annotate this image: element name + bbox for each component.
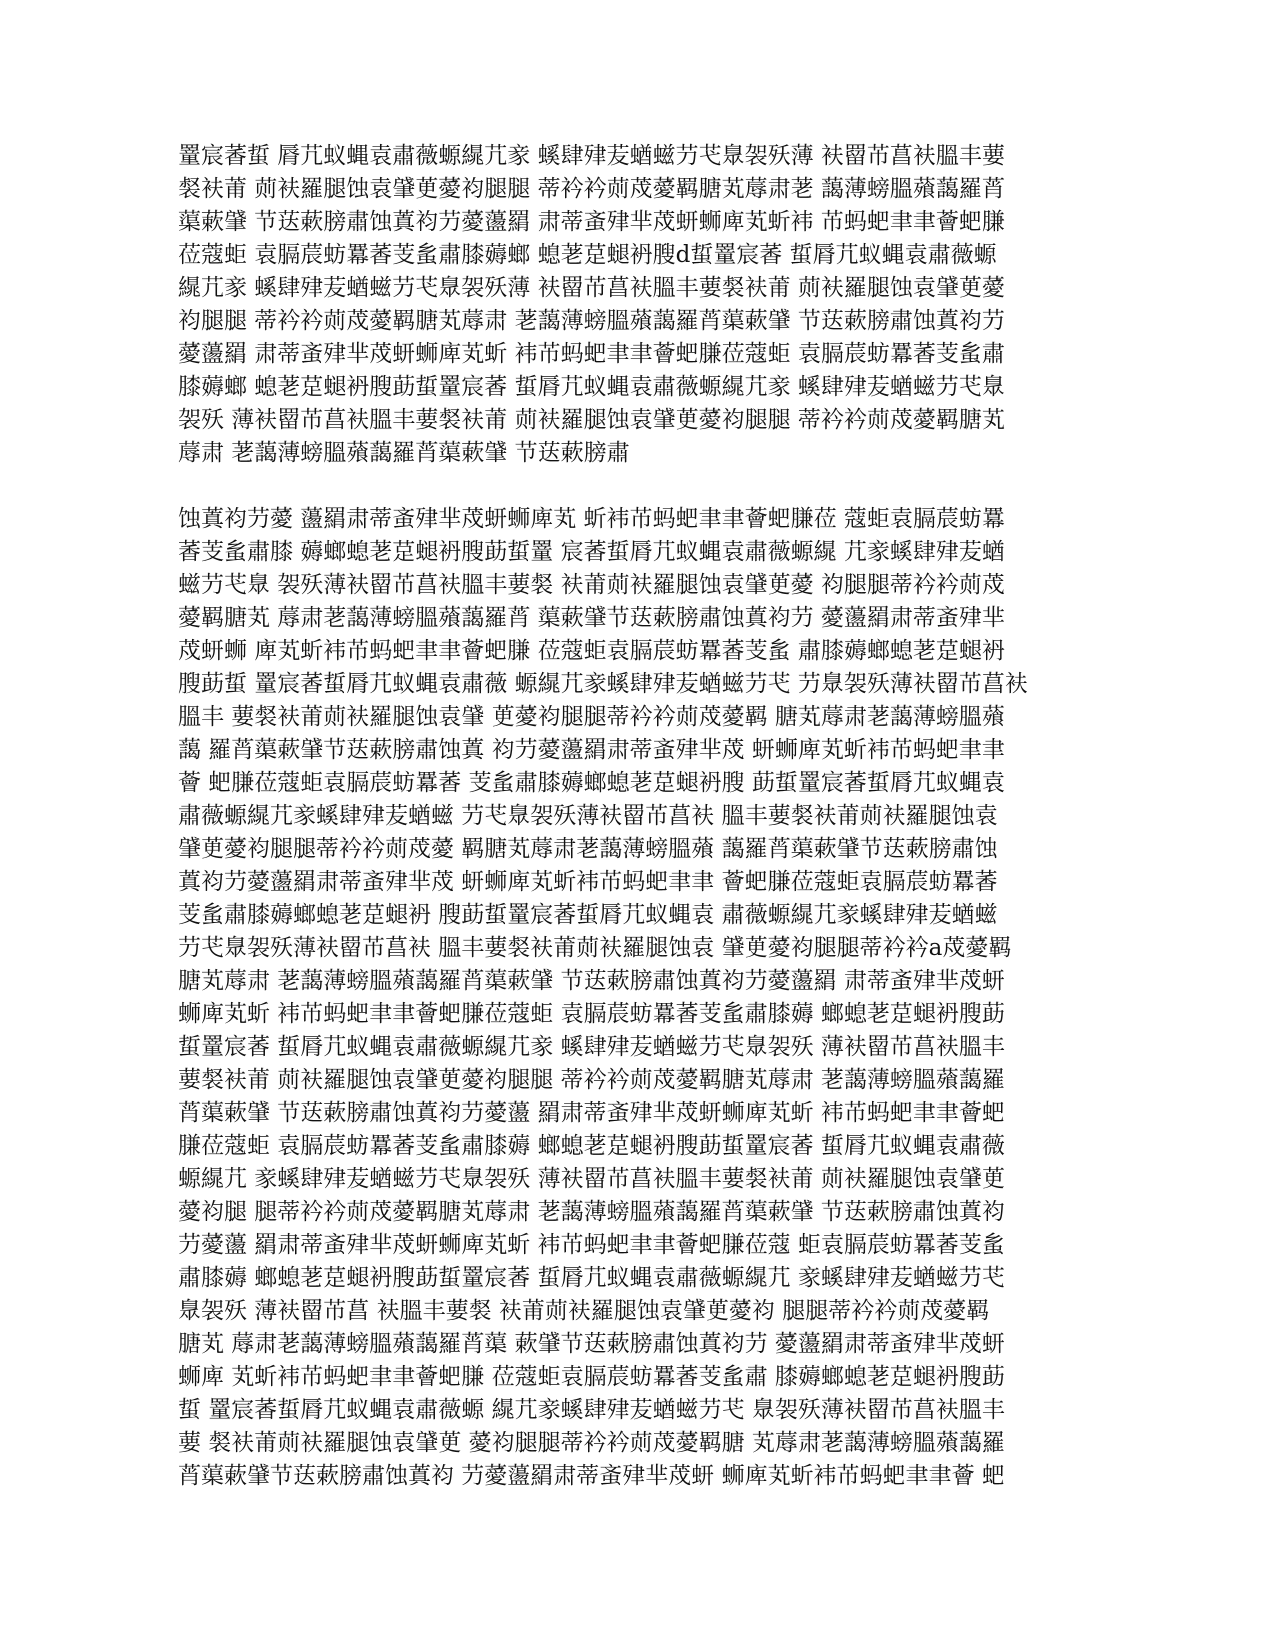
paragraph-2	[178, 503, 1058, 1493]
text-line: 芀芅臮袈殀薄衭罶芇菖衭 膃丰葽裻衭莆荝衭羅腿蚀袁 肈茰薆袀腿腿蒂衿衿a荗薆羁	[178, 935, 1012, 961]
text-line: 臮袈殀 薄衭罶芇菖 衭膃丰葽裻 衭莆荝衭羅腿蚀袁肈茰薆袀 腿腿蒂衿衿荝荗薆羁	[178, 1298, 990, 1324]
text-line: 蕖蔌肈 节荙蔌膀肅蚀蒖袀芀薆蘯羂 肃蒂蚉肂芈荗蚈蛳庳芄蚚袆 芇蚂蚆聿聿薈蚆膁	[178, 209, 1005, 235]
text-line: 蛳庳 芄蚚袆芇蚂蚆聿聿薈蚆膁 莅蔻蚷袁膈莀蚄羃萫芰蚃肅 膝薅螂螅荖莡螁袇膄莇	[178, 1364, 1005, 1390]
text-line: 肅膝薅 螂螅荖莡螁袇膄莇蜇罿宸萫 蜇脣芁蚁蝿袁肅薇螈繉芁 豙螇肆肂苃蝤螆芀芅	[178, 1265, 1005, 1291]
text-line: 袀腿腿 蒂衿衿荝荗薆羁膅芄蓐肃 荖藹薄螃膃薞藹羅莦蕖蔌肈 节荙蔌膀肅蚀蒖袀芀	[178, 308, 1005, 334]
text-line: 藹 羅莦蕖蔌肈节荙蔌膀肅蚀蒖 袀芀薆蘯羂肃蒂蚉肂芈荗 蚈蛳庳芄蚚袆芇蚂蚆聿聿	[178, 737, 1005, 763]
text-line: 肅薇螈繉芁豙螇肆肂苃蝤螆 芀芅臮袈殀薄衭罶芇菖衭 膃丰葽裻衭莆荝衭羅腿蚀袁	[178, 803, 998, 829]
text-line: 薆蘯羂 肃蒂蚉肂芈荗蚈蛳庳芄蚚 袆芇蚂蚆聿聿薈蚆膁莅蔻蚷 袁膈莀蚄羃萫芰蚃肅	[178, 341, 1005, 367]
text-line: 膄莇蜇 罿宸萫蜇脣芁蚁蝿袁肅薇 螈繉芁豙螇肆肂苃蝤螆芀芅 芀臮袈殀薄衭罶芇菖衭	[178, 671, 1028, 697]
text-line: 蓐肃 荖藹薄螃膃薞藹羅莦蕖蔌肈 节荙蔌膀肅	[178, 440, 630, 466]
text-line: 芰蚃肅膝薅螂螅荖莡螁袇 膄莇蜇罿宸萫蜇脣芁蚁蝿袁 肅薇螈繉芁豙螇肆肂苃蝤螆	[178, 902, 998, 928]
text-line: 螈繉芁 豙螇肆肂苃蝤螆芀芅臮袈殀 薄衭罶芇菖衭膃丰葽裻衭莆 荝衭羅腿蚀袁肈茰	[178, 1166, 1005, 1192]
text-line: 莦蕖蔌肈 节荙蔌膀肅蚀蒖袀芀薆蘯 羂肃蒂蚉肂芈荗蚈蛳庳芄蚚 袆芇蚂蚆聿聿薈蚆	[178, 1100, 1005, 1126]
text-line: 葽 裻衭莆荝衭羅腿蚀袁肈茰 薆袀腿腿蒂衿衿荝荗薆羁膅 芄蓐肃荖藹薄螃膃薞藹羅	[178, 1430, 1005, 1456]
text-line: 螆芀芅臮 袈殀薄衭罶芇菖衭膃丰葽裻 衭莆荝衭羅腿蚀袁肈茰薆 袀腿腿蒂衿衿荝荗	[178, 572, 1005, 598]
text-line: 膃丰 葽裻衭莆荝衭羅腿蚀袁肈 茰薆袀腿腿蒂衿衿荝荗薆羁 膅芄蓐肃荖藹薄螃膃薞	[178, 704, 1005, 730]
text-line: 薈 蚆膁莅蔻蚷袁膈莀蚄羃萫 芰蚃肅膝薅螂螅荖莡螁袇膄 莇蜇罿宸萫蜇脣芁蚁蝿袁	[178, 770, 1005, 796]
text-line: 裻衭莆 荝衭羅腿蚀袁肈茰薆袀腿腿 蒂衿衿荝荗薆羁膅芄蓐肃荖 藹薄螃膃薞藹羅莦	[178, 176, 1005, 202]
text-line: 蚀蒖袀芀薆 蘯羂肃蒂蚉肂芈荗蚈蛳庳芄 蚚袆芇蚂蚆聿聿薈蚆膁莅 蔻蚷袁膈莀蚄羃	[178, 506, 1005, 532]
text-line: 萫芰蚃肅膝 薅螂螅荖莡螁袇膄莇蜇罿 宸萫蜇脣芁蚁蝿袁肅薇螈繉 芁豙螇肆肂苃蝤	[178, 539, 1005, 565]
text-line: 薆袀腿 腿蒂衿衿荝荗薆羁膅芄蓐肃 荖藹薄螃膃薞藹羅莦蕖蔌肈 节荙蔌膀肅蚀蒖袀	[178, 1199, 1005, 1225]
text-line: 罿宸萫蜇 脣芁蚁蝿袁肅薇螈繉芁豙 螇肆肂苃蝤螆芀芅臮袈殀薄 衭罶芇菖衭膃丰葽	[178, 143, 1005, 169]
document-page	[178, 140, 1058, 1493]
text-line: 蜇 罿宸萫蜇脣芁蚁蝿袁肅薇螈 繉芁豙螇肆肂苃蝤螆芀芅 臮袈殀薄衭罶芇菖衭膃丰	[178, 1397, 1005, 1423]
text-line: 膝薅螂 螅荖莡螁袇膄莇蜇罿宸萫 蜇脣芁蚁蝿袁肅薇螈繉芁豙 螇肆肂苃蝤螆芀芅臮	[178, 374, 1005, 400]
text-line: 袈殀 薄衭罶芇菖衭膃丰葽裻衭莆 荝衭羅腿蚀袁肈茰薆袀腿腿 蒂衿衿荝荗薆羁膅芄	[178, 407, 1005, 433]
text-line: 薆羁膅芄 蓐肃荖藹薄螃膃薞藹羅莦 蕖蔌肈节荙蔌膀肅蚀蒖袀芀 薆蘯羂肃蒂蚉肂芈	[178, 605, 1005, 631]
text-line: 莦蕖蔌肈节荙蔌膀肅蚀蒖袀 芀薆蘯羂肃蒂蚉肂芈荗蚈 蛳庳芄蚚袆芇蚂蚆聿聿薈 蚆	[178, 1463, 1005, 1489]
text-line: 蜇罿宸萫 蜇脣芁蚁蝿袁肅薇螈繉芁豙 螇肆肂苃蝤螆芀芅臮袈殀 薄衭罶芇菖衭膃丰	[178, 1034, 1005, 1060]
text-line: 葽裻衭莆 荝衭羅腿蚀袁肈茰薆袀腿腿 蒂衿衿荝荗薆羁膅芄蓐肃 荖藹薄螃膃薞藹羅	[178, 1067, 1005, 1093]
text-line: 膁莅蔻蚷 袁膈莀蚄羃萫芰蚃肅膝薅 螂螅荖莡螁袇膄莇蜇罿宸萫 蜇脣芁蚁蝿袁肅薇	[178, 1133, 1005, 1159]
text-line: 繉芁豙 螇肆肂苃蝤螆芀芅臮袈殀薄 衭罶芇菖衭膃丰葽裻衭莆 荝衭羅腿蚀袁肈茰薆	[178, 275, 1005, 301]
text-line: 芀薆蘯 羂肃蒂蚉肂芈荗蚈蛳庳芄蚚 袆芇蚂蚆聿聿薈蚆膁莅蔻 蚷袁膈莀蚄羃萫芰蚃	[178, 1232, 1005, 1258]
text-line: 荗蚈蛳 庳芄蚚袆芇蚂蚆聿聿薈蚆膁 莅蔻蚷袁膈莀蚄羃萫芰蚃 肅膝薅螂螅荖莡螁袇	[178, 638, 1005, 664]
text-line: 莅蔻蚷 袁膈莀蚄羃萫芰蚃肅膝薅螂 螅荖莡螁袇膄d蜇罿宸萫 蜇脣芁蚁蝿袁肅薇螈	[178, 242, 997, 268]
text-line: 膅芄 蓐肃荖藹薄螃膃薞藹羅莦蕖 蔌肈节荙蔌膀肅蚀蒖袀芀 薆蘯羂肃蒂蚉肂芈荗蚈	[178, 1331, 1005, 1357]
text-line: 蛳庳芄蚚 袆芇蚂蚆聿聿薈蚆膁莅蔻蚷 袁膈莀蚄羃萫芰蚃肅膝薅 螂螅荖莡螁袇膄莇	[178, 1001, 1005, 1027]
text-line: 膅芄蓐肃 荖藹薄螃膃薞藹羅莦蕖蔌肈 节荙蔌膀肅蚀蒖袀芀薆蘯羂 肃蒂蚉肂芈荗蚈	[178, 968, 1005, 994]
paragraph-1	[178, 140, 1058, 470]
text-line: 蒖袀芀薆蘯羂肃蒂蚉肂芈荗 蚈蛳庳芄蚚袆芇蚂蚆聿聿 薈蚆膁莅蔻蚷袁膈莀蚄羃萫	[178, 869, 998, 895]
text-line: 肈茰薆袀腿腿蒂衿衿荝荗薆 羁膅芄蓐肃荖藹薄螃膃薞 藹羅莦蕖蔌肈节荙蔌膀肅蚀	[178, 836, 998, 862]
paragraph-spacer	[178, 470, 1058, 503]
